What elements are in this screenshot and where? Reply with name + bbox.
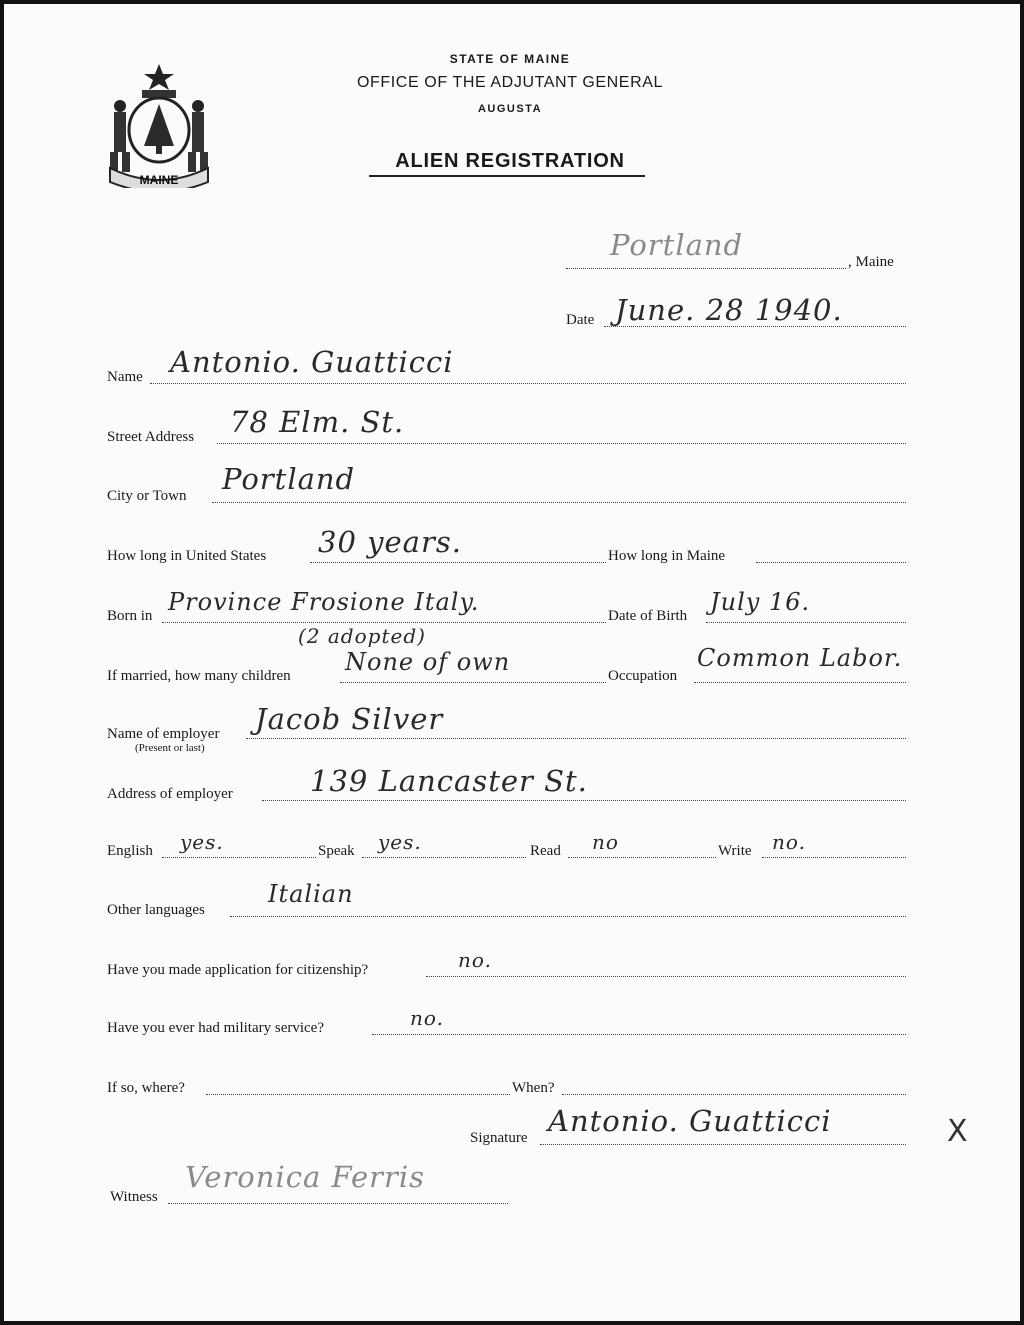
- name-line: [150, 383, 906, 384]
- witness-value[interactable]: Veronica Ferris: [185, 1160, 426, 1194]
- read-label: Read: [530, 843, 561, 859]
- other-languages-label: Other languages: [107, 902, 205, 918]
- date-of-birth-label: Date of Birth: [608, 608, 688, 624]
- speak-value[interactable]: yes.: [378, 830, 422, 854]
- employer-name-value[interactable]: Jacob Silver: [255, 702, 444, 736]
- how-long-us-value[interactable]: 30 years.: [318, 525, 462, 559]
- employer-name-label: Name of employer: [107, 726, 220, 742]
- military-line: [372, 1034, 906, 1035]
- witness-line: [168, 1203, 508, 1204]
- header-city: AUGUSTA: [477, 103, 543, 115]
- name-value[interactable]: Antonio. Guatticci: [170, 345, 454, 379]
- date-value[interactable]: June. 28 1940.: [615, 293, 843, 327]
- employer-address-line: [262, 800, 906, 801]
- employer-name-line: [246, 738, 906, 739]
- military-label: Have you ever had military service?: [107, 1020, 324, 1036]
- occupation-label: Occupation: [608, 668, 678, 684]
- english-line: [162, 857, 316, 858]
- header-office: OFFICE OF THE ADJUTANT GENERAL: [356, 74, 664, 91]
- how-long-maine-label: How long in Maine: [608, 548, 726, 564]
- city-value[interactable]: Portland: [222, 462, 356, 496]
- when-line: [562, 1094, 906, 1095]
- date-of-birth-line: [706, 622, 906, 623]
- maine-state-seal: [104, 60, 214, 188]
- where-line: [206, 1094, 510, 1095]
- date-label: Date: [566, 312, 595, 328]
- occupation-value[interactable]: Common Labor.: [697, 644, 903, 672]
- employer-address-value[interactable]: 139 Lancaster St.: [310, 764, 588, 798]
- svg-text:MAINE: MAINE: [139, 173, 179, 187]
- occupation-line: [694, 682, 906, 683]
- where-label: If so, where?: [107, 1080, 185, 1096]
- header-state: STATE OF MAINE: [449, 52, 571, 66]
- write-value[interactable]: no.: [772, 830, 806, 854]
- witness-label: Witness: [110, 1189, 158, 1205]
- english-value[interactable]: yes.: [180, 830, 224, 854]
- street-label: Street Address: [107, 429, 195, 445]
- how-long-maine-line: [756, 562, 906, 563]
- other-languages-line: [230, 916, 906, 917]
- born-in-line: [162, 622, 606, 623]
- signature-mark: X: [947, 1114, 968, 1149]
- citizenship-value[interactable]: no.: [458, 948, 492, 972]
- when-label: When?: [512, 1080, 555, 1096]
- employer-address-label: Address of employer: [107, 786, 233, 802]
- city-label: City or Town: [107, 488, 187, 504]
- citizenship-line: [426, 976, 906, 977]
- read-line: [568, 857, 716, 858]
- signature-value[interactable]: Antonio. Guatticci: [548, 1104, 832, 1138]
- city-line: [212, 502, 906, 503]
- read-value[interactable]: no: [592, 830, 619, 854]
- born-in-value[interactable]: Province Frosione Italy.: [168, 588, 480, 616]
- born-in-label: Born in: [107, 608, 153, 624]
- children-line: [340, 682, 606, 683]
- citizenship-label: Have you made application for citizenship?: [107, 962, 369, 978]
- how-long-us-line: [310, 562, 606, 563]
- children-label: If married, how many children: [107, 668, 291, 684]
- other-languages-value[interactable]: Italian: [268, 880, 354, 908]
- maine-label: , Maine: [848, 254, 894, 270]
- write-line: [762, 857, 906, 858]
- employer-note-label: (Present or last): [135, 742, 205, 754]
- street-line: [217, 443, 906, 444]
- children-value[interactable]: None of own: [345, 648, 511, 676]
- form-title: ALIEN REGISTRATION: [395, 150, 625, 172]
- date-of-birth-value[interactable]: July 16.: [710, 588, 811, 616]
- place-line: [566, 268, 846, 269]
- children-note-value: (2 adopted): [298, 624, 426, 648]
- speak-line: [362, 857, 526, 858]
- place-value[interactable]: Portland: [610, 228, 744, 262]
- signature-label: Signature: [470, 1130, 528, 1146]
- signature-line: [540, 1144, 906, 1145]
- speak-label: Speak: [318, 843, 355, 859]
- write-label: Write: [718, 843, 752, 859]
- name-label: Name: [107, 369, 143, 385]
- military-value[interactable]: no.: [410, 1006, 444, 1030]
- title-underline: [369, 175, 645, 177]
- how-long-us-label: How long in United States: [107, 548, 267, 564]
- street-value[interactable]: 78 Elm. St.: [230, 405, 405, 439]
- english-label: English: [107, 843, 153, 859]
